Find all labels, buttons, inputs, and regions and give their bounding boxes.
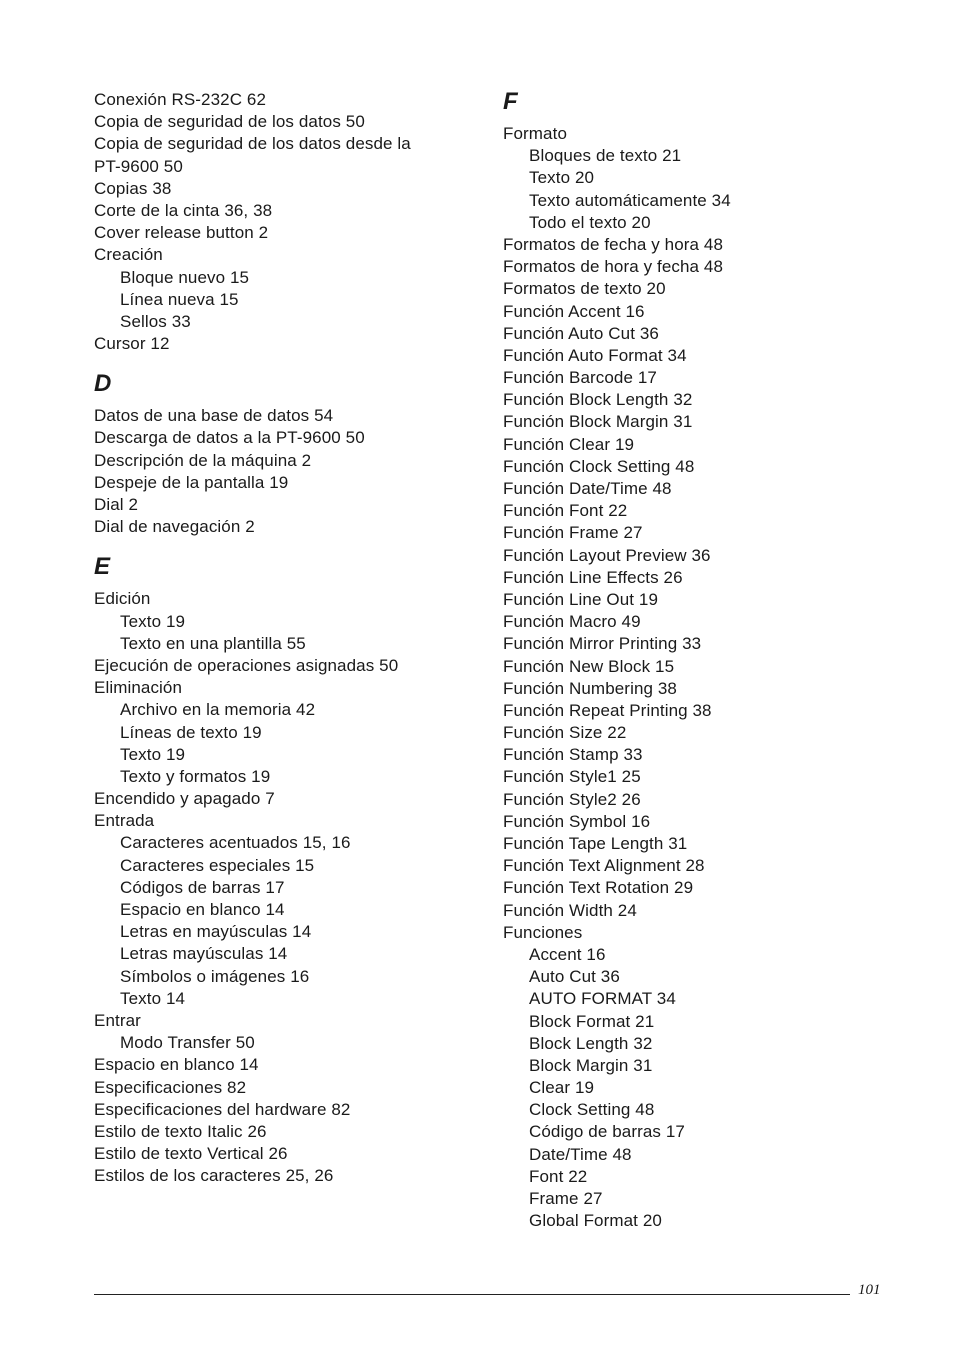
section-letter-heading: F [503, 88, 518, 115]
index-entry: Copias 38 [94, 178, 172, 198]
index-entry: Formato [503, 124, 567, 143]
index-entry: Función Auto Cut 36 [503, 323, 659, 343]
index-subentry: Todo el texto 20 [529, 212, 651, 232]
index-entry: Formatos de fecha y hora 48 [503, 234, 724, 254]
index-subentry: Caracteres acentuados 15, 16 [120, 833, 351, 853]
index-subentry: Códigos de barras 17 [120, 877, 285, 897]
index-entry: Copia de seguridad de los datos 50 [94, 112, 365, 132]
index-entry: Creación [94, 245, 163, 265]
index-subentry: Líneas de texto 19 [120, 722, 262, 742]
index-subentry: Modo Transfer 50 [120, 1033, 255, 1053]
index-column-left [94, 89, 494, 1187]
index-entry: Despeje de la pantalla 19 [94, 472, 289, 492]
index-entry: Especificaciones del hardware 82 [94, 1099, 351, 1119]
index-subentry: Texto 20 [529, 168, 595, 188]
index-entry: Eliminación [94, 678, 183, 698]
index-entry: Función Symbol 16 [503, 811, 651, 831]
index-entry: Función Macro 49 [503, 612, 641, 632]
index-subentry: Sellos 33 [120, 311, 191, 331]
index-entry: Formatos de texto 20 [503, 279, 666, 299]
index-subentry: Block Margin 31 [529, 1055, 653, 1075]
index-subentry: Texto 19 [120, 611, 186, 631]
index-subentry: Font 22 [529, 1166, 588, 1186]
index-entry: Función Line Effects 26 [503, 567, 683, 587]
index-entry: Función Text Rotation 29 [503, 878, 694, 898]
index-entry: Espacio en blanco 14 [94, 1055, 259, 1075]
index-entry: Corte de la cinta 36, 38 [94, 200, 273, 220]
index-entry: Especificaciones 82 [94, 1077, 247, 1097]
index-entry: Cover release button 2 [94, 223, 269, 243]
index-subentry: Clear 19 [529, 1078, 595, 1098]
index-entry: Función Stamp 33 [503, 745, 643, 765]
section-letter-heading: E [94, 553, 111, 581]
index-entry: Estilos de los caracteres 25, 26 [94, 1166, 334, 1186]
index-subentry: AUTO FORMAT 34 [529, 989, 676, 1009]
footer-rule [94, 1294, 850, 1295]
index-subentry: Símbolos o imágenes 16 [120, 966, 310, 986]
index-entry: Cursor 12 [94, 334, 170, 354]
index-entry: Función New Block 15 [503, 656, 675, 676]
index-subentry: Date/Time 48 [529, 1144, 632, 1164]
index-entry: Función Block Length 32 [503, 390, 693, 410]
index-entry: Conexión RS-232C 62 [94, 90, 266, 109]
index-entry: Función Clear 19 [503, 434, 635, 454]
index-entry: Función Width 24 [503, 900, 637, 920]
index-entry: Función Text Alignment 28 [503, 856, 705, 876]
index-entry: Estilo de texto Italic 26 [94, 1121, 267, 1141]
index-subentry: Block Length 32 [529, 1033, 653, 1053]
index-entry: PT-9600 50 [94, 156, 183, 176]
index-entry: Ejecución de operaciones asignadas 50 [94, 655, 399, 675]
index-subentry: Global Format 20 [529, 1211, 662, 1231]
index-subentry: Frame 27 [529, 1189, 603, 1208]
index-entry: Función Barcode 17 [503, 368, 657, 388]
index-entry: Función Block Margin 31 [503, 412, 693, 432]
index-subentry: Bloques de texto 21 [529, 146, 682, 166]
index-entry: Función Mirror Printing 33 [503, 634, 702, 654]
index-entry: Encendido y apagado 7 [94, 789, 275, 809]
index-entry: Función Accent 16 [503, 301, 645, 321]
index-entry: Función Size 22 [503, 723, 627, 743]
index-subentry: Texto y formatos 19 [120, 766, 271, 786]
index-subentry: Clock Setting 48 [529, 1100, 655, 1120]
index-entry: Función Date/Time 48 [503, 479, 672, 498]
index-entry: Formatos de hora y fecha 48 [503, 257, 724, 277]
index-entry: Copia de seguridad de los datos desde la [94, 134, 411, 154]
index-entry: Entrar [94, 1010, 141, 1030]
index-subentry: Block Format 21 [529, 1011, 655, 1031]
index-entry: Funciones [503, 922, 583, 942]
index-entry: Dial de navegación 2 [94, 517, 255, 537]
index-subentry: Accent 16 [529, 944, 606, 964]
index-entry: Función Style1 25 [503, 767, 641, 787]
page-number: 101 [858, 1282, 881, 1298]
section-letter-heading: D [94, 370, 112, 398]
index-entry: Función Style2 26 [503, 789, 641, 809]
index-entry: Función Repeat Printing 38 [503, 700, 712, 720]
index-entry: Función Auto Format 34 [503, 345, 687, 365]
index-entry: Descarga de datos a la PT-9600 50 [94, 428, 365, 448]
index-entry: Función Tape Length 31 [503, 834, 688, 853]
index-column-right [503, 89, 903, 1232]
index-entry: Función Line Out 19 [503, 589, 658, 609]
index-entry: Edición [94, 589, 151, 609]
index-entry: Función Layout Preview 36 [503, 545, 711, 565]
index-entry: Función Frame 27 [503, 523, 643, 543]
index-subentry: Texto en una plantilla 55 [120, 633, 306, 653]
index-subentry: Archivo en la memoria 42 [120, 700, 316, 720]
index-entry: Estilo de texto Vertical 26 [94, 1144, 288, 1164]
index-subentry: Letras mayúsculas 14 [120, 944, 288, 964]
index-entry: Función Numbering 38 [503, 678, 677, 698]
index-subentry: Bloque nuevo 15 [120, 267, 250, 287]
index-entry: Descripción de la máquina 2 [94, 450, 312, 470]
index-entry: Entrada [94, 811, 155, 831]
index-subentry: Espacio en blanco 14 [120, 900, 285, 919]
index-subentry: Texto automáticamente 34 [529, 190, 731, 210]
index-subentry: Caracteres especiales 15 [120, 855, 315, 875]
index-entry: Función Font 22 [503, 501, 628, 521]
index-entry: Función Clock Setting 48 [503, 456, 695, 476]
index-subentry: Línea nueva 15 [120, 289, 239, 309]
index-subentry: Letras en mayúsculas 14 [120, 922, 312, 942]
index-subentry: Texto 19 [120, 744, 186, 764]
index-entry: Dial 2 [94, 495, 139, 514]
index-subentry: Auto Cut 36 [529, 967, 620, 987]
index-subentry: Texto 14 [120, 988, 186, 1008]
index-entry: Datos de una base de datos 54 [94, 406, 334, 426]
index-subentry: Código de barras 17 [529, 1122, 685, 1142]
